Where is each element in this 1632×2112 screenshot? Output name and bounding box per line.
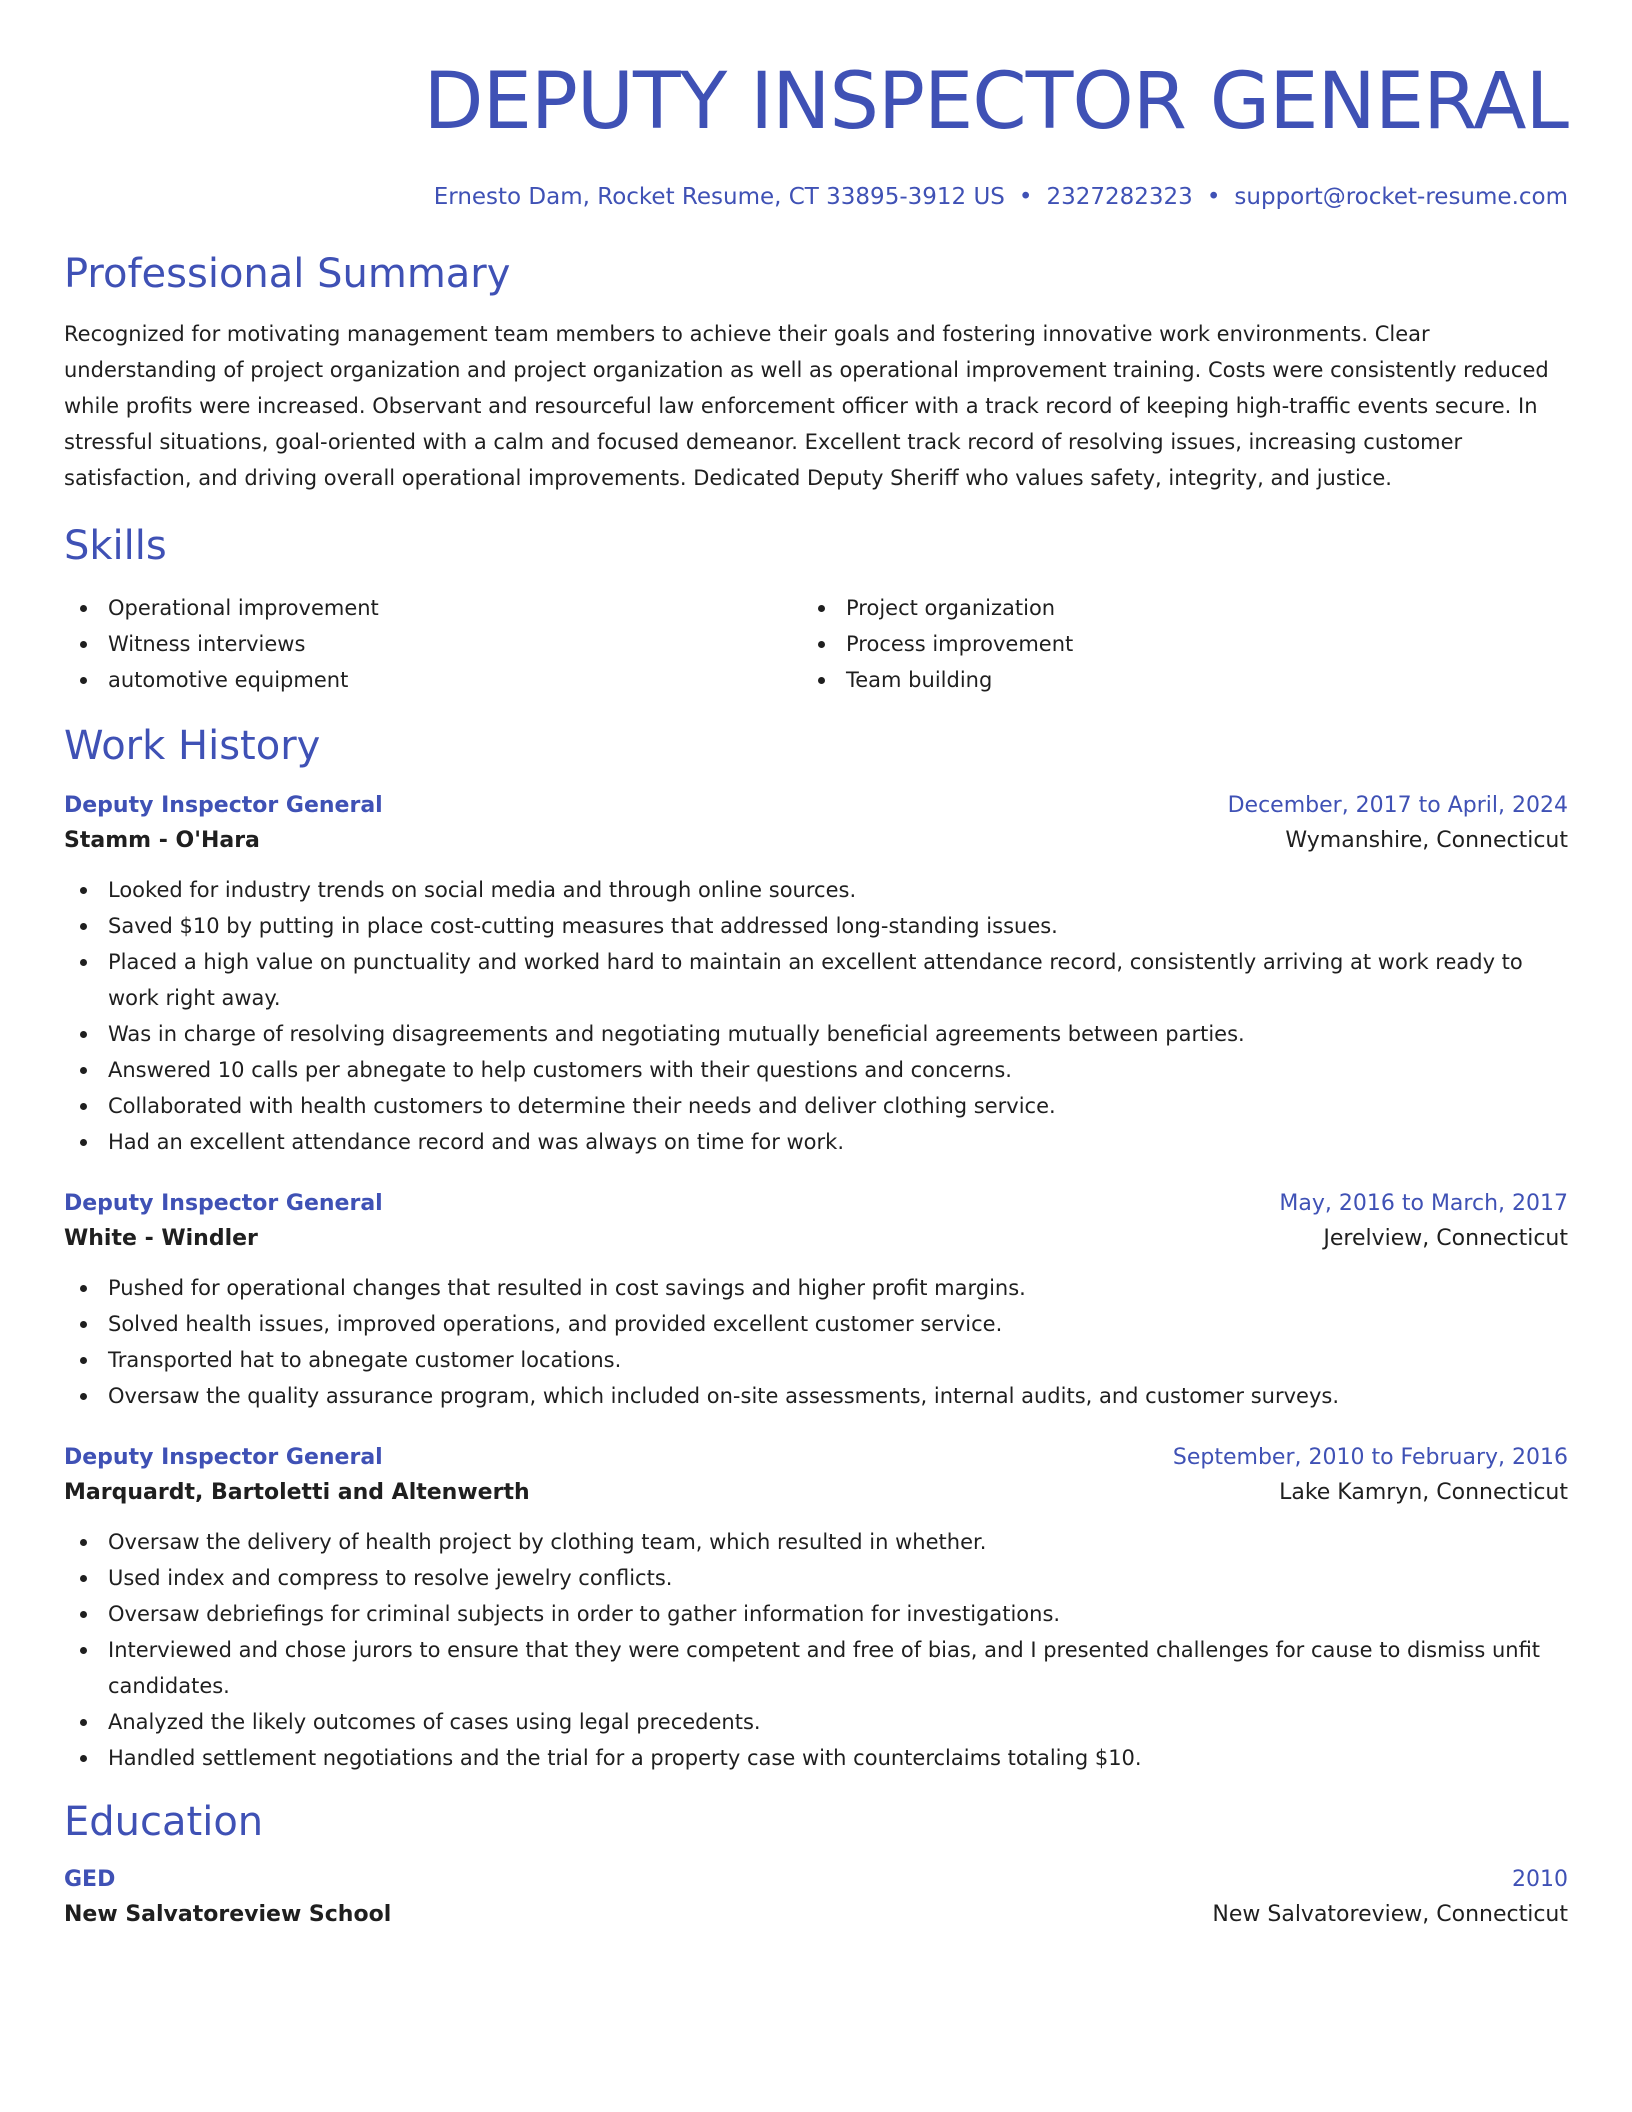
job-employer: Stamm - O'Hara [64,828,260,853]
education-school: New Salvatoreview School [64,1902,392,1927]
skills-grid [64,590,1568,698]
job-subheader [64,1220,1568,1258]
job-bullet: Pushed for operational changes that resulted in cost savings and higher profit margins. [64,1270,1568,1306]
contact-separator: • [1018,184,1033,210]
job-header [64,790,1568,822]
skill-item: Process improvement [802,626,1540,662]
skills-list-left [64,590,802,698]
skill-item: Witness interviews [64,626,802,662]
job-employer: White - Windler [64,1226,258,1251]
job-location: Wymanshire, Connecticut [1285,828,1568,853]
skills-heading: Skills [64,523,167,569]
job-bullet: Solved health issues, improved operations, and provided excellent customer service. [64,1306,1568,1342]
contact-phone: 2327282323 [1046,184,1193,210]
job-location: Jerelview, Connecticut [1323,1226,1568,1251]
summary-text: Recognized for motivating management team members to achieve their goals and fostering innovative work environments. Clear understanding of project organization and project organization as well as operational improvement training. Costs were consistently reduced while profits were increased. Observant and resourceful law enforcement officer with a track record of keeping high-traffic events secure. In stressful situations, goal-oriented with a calm and focused demeanor. Excellent track record of resolving issues, increasing customer satisfaction, and driving overall operational improvements. Dedicated Deputy Sheriff who values safety, integrity, and justice. [64,322,1549,490]
job-header [64,1188,1568,1220]
job-bullets [64,1270,1568,1414]
job-bullet: Collaborated with health customers to determine their needs and deliver clothing service. [64,1088,1568,1124]
job-bullet: Had an excellent attendance record and was always on time for work. [64,1124,1568,1160]
skill-item: automotive equipment [64,662,802,698]
job-dates: September, 2010 to February, 2016 [1172,1445,1568,1470]
job-bullets [64,872,1568,1160]
education-subheader [64,1896,1568,1934]
job-title: Deputy Inspector General [64,793,383,818]
contact-line [64,182,1568,212]
education-year: 2010 [1512,1867,1568,1892]
education-location: New Salvatoreview, Connecticut [1212,1902,1568,1927]
job-bullet: Placed a high value on punctuality and worked hard to maintain an excellent attendance record, consistently arriving at work ready to work right away. [64,944,1568,1016]
job-dates: May, 2016 to March, 2017 [1279,1191,1568,1216]
job-bullet: Transported hat to abnegate customer locations. [64,1342,1568,1378]
contact-address: Ernesto Dam, Rocket Resume, CT 33895-3912 US [433,184,1005,210]
job-title: Deputy Inspector General [64,1445,383,1470]
education-entry [64,1864,1568,1934]
job-bullet: Interviewed and chose jurors to ensure that they were competent and free of bias, and I presented challenges for cause to dismiss unfit candidates. [64,1632,1568,1704]
job-bullet: Oversaw the quality assurance program, which included on-site assessments, internal audits, and customer surveys. [64,1378,1568,1414]
job-bullet: Answered 10 calls per abnegate to help customers with their questions and concerns. [64,1052,1568,1088]
skill-item: Operational improvement [64,590,802,626]
job-bullet: Was in charge of resolving disagreements and negotiating mutually beneficial agreements between parties. [64,1016,1568,1052]
job-bullet: Used index and compress to resolve jewelry conflicts. [64,1560,1568,1596]
job-employer: Marquardt, Bartoletti and Altenwerth [64,1480,530,1505]
job-location: Lake Kamryn, Connecticut [1279,1480,1568,1505]
job-bullet: Handled settlement negotiations and the trial for a property case with counterclaims totaling $10. [64,1740,1568,1776]
job-bullet: Oversaw debriefings for criminal subjects in order to gather information for investigations. [64,1596,1568,1632]
job-bullets [64,1524,1568,1776]
education-heading: Education [64,1799,264,1845]
resume-title: DEPUTY INSPECTOR GENERAL [423,57,1568,147]
job-entry [64,1442,1568,1776]
job-bullet: Looked for industry trends on social media and through online sources. [64,872,1568,908]
job-entry [64,790,1568,1160]
skill-item: Team building [802,662,1540,698]
summary-heading: Professional Summary [64,251,511,297]
job-bullet: Saved $10 by putting in place cost-cutting measures that addressed long-standing issues. [64,908,1568,944]
skills-list-right [802,590,1540,698]
job-bullet: Oversaw the delivery of health project by clothing team, which resulted in whether. [64,1524,1568,1560]
job-subheader [64,1474,1568,1512]
contact-separator: • [1206,184,1221,210]
contact-email: support@rocket-resume.com [1234,184,1568,210]
skill-item: Project organization [802,590,1540,626]
work-history-heading: Work History [64,723,321,769]
job-header [64,1442,1568,1474]
job-dates: December, 2017 to April, 2024 [1227,793,1568,818]
job-bullet: Analyzed the likely outcomes of cases using legal precedents. [64,1704,1568,1740]
education-header [64,1864,1568,1896]
job-subheader [64,822,1568,860]
job-title: Deputy Inspector General [64,1191,383,1216]
education-degree: GED [64,1867,116,1892]
job-entry [64,1188,1568,1414]
